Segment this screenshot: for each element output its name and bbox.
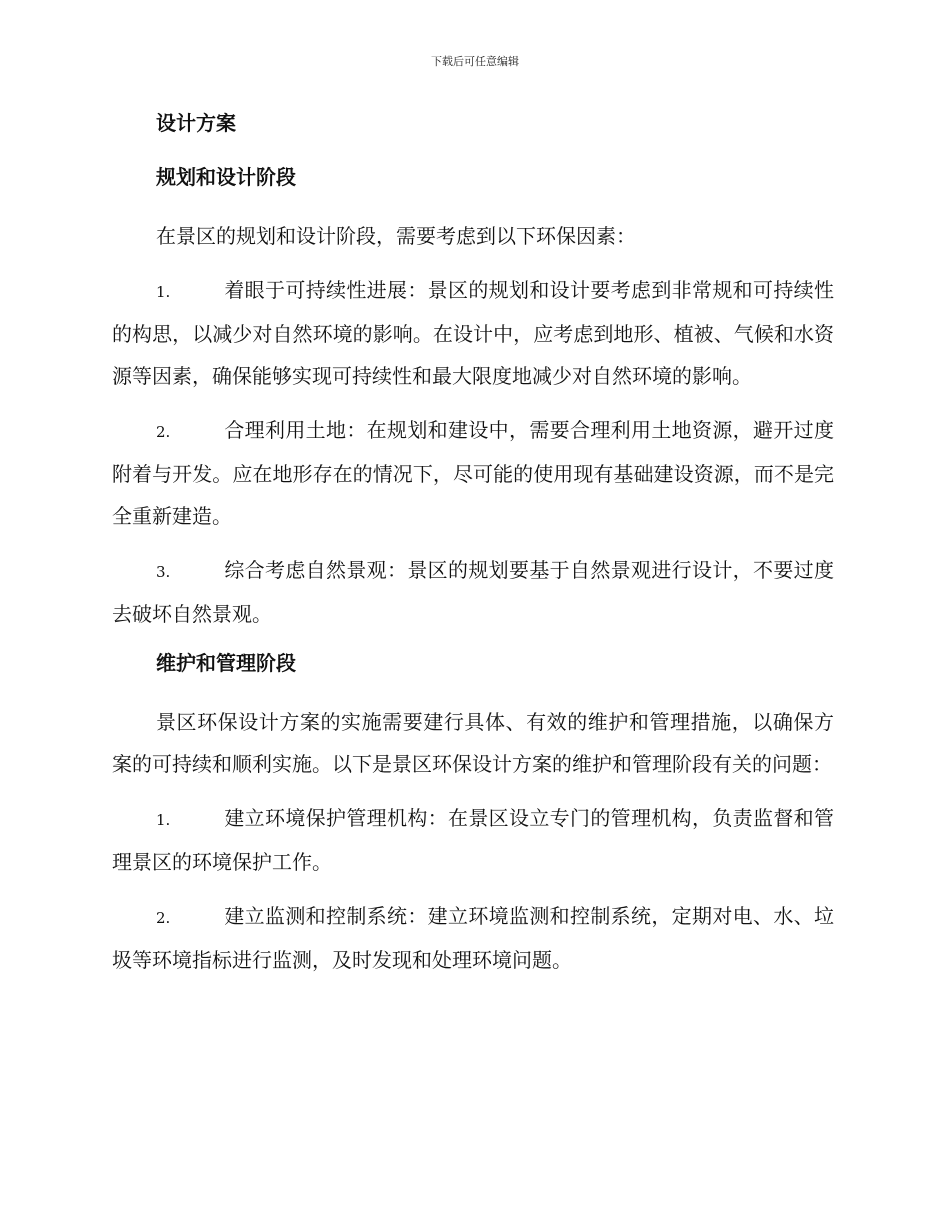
list-item-text: 建立监测和控制系统：建立环境监测和控制系统，定期对电、水、垃圾等环境指标进行监测，及时发现和处理环境问题。 bbox=[112, 904, 834, 972]
list-item-number: 2. bbox=[156, 423, 171, 441]
document-title: 设计方案 bbox=[156, 111, 236, 135]
section-heading-planning: 规划和设计阶段 bbox=[156, 165, 296, 189]
page-header: 下载后可任意编辑 bbox=[431, 55, 519, 68]
list-item bbox=[112, 549, 834, 635]
section-intro-maintenance: 景区环保设计方案的实施需要建行具体、有效的维护和管理措施，以确保方案的可持续和顺利实施。以下是景区环保设计方案的维护和管理阶段有关的问题： bbox=[112, 710, 834, 776]
list-item bbox=[112, 797, 834, 883]
list-item bbox=[112, 895, 834, 981]
list-item bbox=[112, 409, 834, 537]
section-heading-maintenance: 维护和管理阶段 bbox=[156, 651, 296, 675]
list-item-text: 合理利用土地：在规划和建设中，需要合理利用土地资源，避开过度附着与开发。应在地形存在的情况下，尽可能的使用现有基础建设资源，而不是完全重新建造。 bbox=[112, 418, 834, 528]
list-item-text: 着眼于可持续性进展：景区的规划和设计要考虑到非常规和可持续性的构思，以减少对自然环境的影响。在设计中，应考虑到地形、植被、气候和水资源等因素，确保能够实现可持续性和最大限度地减少对自然环境的影响。 bbox=[112, 278, 834, 388]
list-item-text: 建立环境保护管理机构：在景区设立专门的管理机构，负责监督和管理景区的环境保护工作。 bbox=[112, 806, 834, 874]
list-item-text: 综合考虑自然景观：景区的规划要基于自然景观进行设计，不要过度去破坏自然景观。 bbox=[112, 558, 834, 626]
list-item-number: 3. bbox=[156, 563, 171, 581]
list-item-number: 1. bbox=[156, 283, 171, 301]
list-item-number: 1. bbox=[156, 811, 171, 829]
document-body bbox=[112, 107, 834, 993]
section-intro-planning: 在景区的规划和设计阶段，需要考虑到以下环保因素： bbox=[156, 224, 636, 248]
list-item bbox=[112, 269, 834, 397]
list-item-number: 2. bbox=[156, 909, 171, 927]
